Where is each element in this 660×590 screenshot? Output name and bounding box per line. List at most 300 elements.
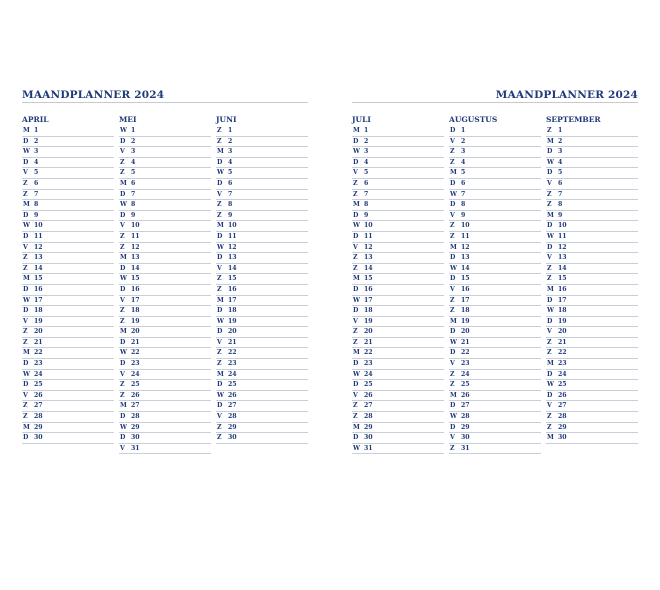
- weekday-letter: Z: [547, 349, 552, 357]
- day-number: 10: [34, 222, 43, 230]
- day-row: [546, 285, 638, 296]
- weekday-letter: D: [353, 285, 359, 293]
- day-number: 16: [558, 285, 567, 293]
- day-row: [119, 221, 211, 232]
- day-number: 24: [131, 370, 140, 378]
- day-row: [22, 137, 114, 148]
- weekday-letter: W: [23, 370, 30, 378]
- weekday-letter: M: [353, 423, 360, 431]
- day-row: [216, 370, 308, 381]
- weekday-letter: M: [23, 275, 30, 283]
- day-number: 6: [461, 179, 466, 187]
- weekday-letter: M: [547, 434, 554, 442]
- day-number: 5: [461, 169, 466, 177]
- day-number: 17: [34, 296, 43, 304]
- day-row: [449, 423, 541, 434]
- day-row: [119, 423, 211, 434]
- day-row: [119, 412, 211, 423]
- weekday-letter: M: [120, 328, 127, 336]
- day-row: [352, 338, 444, 349]
- day-row: [449, 158, 541, 169]
- day-number: 21: [34, 338, 43, 346]
- day-number: 28: [34, 413, 43, 421]
- weekday-letter: Z: [23, 264, 28, 272]
- weekday-letter: Z: [120, 307, 125, 315]
- weekday-letter: D: [547, 169, 553, 177]
- day-number: 19: [364, 317, 373, 325]
- day-row: [22, 264, 114, 275]
- day-number: 22: [364, 349, 373, 357]
- day-row: [22, 380, 114, 391]
- month-column-juni: [216, 113, 308, 444]
- day-row: [22, 253, 114, 264]
- weekday-letter: M: [450, 243, 457, 251]
- day-row: [216, 285, 308, 296]
- weekday-letter: Z: [353, 190, 358, 198]
- weekday-letter: Z: [353, 413, 358, 421]
- day-row: [22, 243, 114, 254]
- day-number: 29: [228, 423, 237, 431]
- day-row: [22, 274, 114, 285]
- weekday-letter: D: [217, 158, 223, 166]
- weekday-letter: M: [23, 423, 30, 431]
- day-number: 30: [461, 434, 470, 442]
- day-list: [119, 126, 211, 454]
- day-number: 10: [228, 222, 237, 230]
- weekday-letter: Z: [23, 413, 28, 421]
- day-row: [216, 274, 308, 285]
- day-row: [216, 327, 308, 338]
- day-number: 14: [364, 264, 373, 272]
- day-number: 2: [558, 137, 563, 145]
- day-row: [449, 327, 541, 338]
- month-column-september: [546, 113, 638, 444]
- day-number: 27: [558, 402, 567, 410]
- weekday-letter: M: [353, 275, 360, 283]
- day-number: 23: [34, 360, 43, 368]
- day-row: [546, 327, 638, 338]
- weekday-letter: W: [547, 158, 554, 166]
- day-number: 17: [131, 296, 140, 304]
- weekday-letter: D: [120, 360, 126, 368]
- day-number: 30: [228, 434, 237, 442]
- weekday-letter: D: [353, 434, 359, 442]
- day-row: [119, 232, 211, 243]
- weekday-letter: D: [23, 434, 29, 442]
- day-number: 30: [34, 434, 43, 442]
- weekday-letter: W: [120, 201, 127, 209]
- day-row: [216, 190, 308, 201]
- day-row: [22, 359, 114, 370]
- day-number: 9: [461, 211, 466, 219]
- day-row: [216, 433, 308, 444]
- day-row: [449, 370, 541, 381]
- weekday-letter: W: [217, 391, 224, 399]
- weekday-letter: W: [450, 264, 457, 272]
- day-number: 5: [364, 169, 369, 177]
- weekday-letter: M: [23, 127, 30, 134]
- day-number: 3: [228, 148, 233, 156]
- weekday-letter: W: [23, 296, 30, 304]
- day-row: [216, 317, 308, 328]
- day-number: 8: [131, 201, 136, 209]
- weekday-letter: D: [353, 137, 359, 145]
- weekday-letter: D: [120, 264, 126, 272]
- page-title: MAANDPLANNER 2024: [22, 89, 165, 101]
- day-number: 27: [461, 402, 470, 410]
- day-row: [22, 401, 114, 412]
- weekday-letter: M: [450, 391, 457, 399]
- day-row: [449, 317, 541, 328]
- day-row: [546, 243, 638, 254]
- day-row: [449, 147, 541, 158]
- day-number: 2: [228, 137, 233, 145]
- day-number: 21: [364, 338, 373, 346]
- day-number: 18: [228, 307, 237, 315]
- day-row: [352, 423, 444, 434]
- day-row: [119, 264, 211, 275]
- day-row: [119, 391, 211, 402]
- day-row: [546, 200, 638, 211]
- day-number: 17: [228, 296, 237, 304]
- day-row: [216, 211, 308, 222]
- weekday-letter: Z: [23, 328, 28, 336]
- day-row: [216, 232, 308, 243]
- day-number: 22: [228, 349, 237, 357]
- day-number: 31: [461, 444, 470, 452]
- weekday-letter: M: [120, 179, 127, 187]
- weekday-letter: Z: [450, 296, 455, 304]
- day-number: 30: [364, 434, 373, 442]
- day-number: 28: [364, 413, 373, 421]
- day-row: [22, 221, 114, 232]
- weekday-letter: Z: [353, 179, 358, 187]
- day-number: 11: [131, 232, 140, 240]
- day-row: [449, 190, 541, 201]
- weekday-letter: V: [23, 169, 28, 177]
- day-number: 8: [34, 201, 39, 209]
- day-number: 5: [228, 169, 233, 177]
- day-list: [449, 126, 541, 454]
- day-number: 21: [558, 338, 567, 346]
- day-number: 1: [131, 127, 136, 134]
- day-number: 12: [558, 243, 567, 251]
- day-number: 24: [364, 370, 373, 378]
- month-name: SEPTEMBER: [546, 115, 601, 124]
- day-number: 29: [461, 423, 470, 431]
- day-row: [546, 370, 638, 381]
- day-number: 11: [558, 232, 567, 240]
- weekday-letter: D: [450, 328, 456, 336]
- weekday-letter: V: [23, 317, 28, 325]
- day-number: 20: [131, 328, 140, 336]
- day-number: 31: [364, 444, 373, 452]
- weekday-letter: D: [450, 402, 456, 410]
- day-number: 2: [364, 137, 369, 145]
- weekday-letter: M: [450, 317, 457, 325]
- day-row: [216, 423, 308, 434]
- day-number: 24: [461, 370, 470, 378]
- weekday-letter: D: [450, 179, 456, 187]
- weekday-letter: W: [353, 222, 360, 230]
- day-row: [546, 211, 638, 222]
- day-number: 28: [228, 413, 237, 421]
- day-row: [546, 433, 638, 444]
- day-row: [119, 158, 211, 169]
- day-row: [546, 158, 638, 169]
- day-row: [352, 359, 444, 370]
- day-number: 23: [131, 360, 140, 368]
- day-row: [352, 327, 444, 338]
- day-number: 18: [364, 307, 373, 315]
- day-row: [216, 391, 308, 402]
- day-row: [546, 359, 638, 370]
- day-row: [352, 317, 444, 328]
- day-number: 19: [461, 317, 470, 325]
- day-row: [119, 444, 211, 455]
- weekday-letter: Z: [120, 381, 125, 389]
- day-row: [449, 391, 541, 402]
- day-number: 25: [131, 381, 140, 389]
- day-number: 6: [131, 179, 136, 187]
- day-number: 16: [364, 285, 373, 293]
- weekday-letter: W: [217, 317, 224, 325]
- weekday-letter: V: [120, 370, 125, 378]
- day-number: 26: [228, 391, 237, 399]
- weekday-letter: D: [23, 137, 29, 145]
- day-row: [449, 444, 541, 455]
- weekday-letter: Z: [217, 434, 222, 442]
- weekday-letter: Z: [23, 179, 28, 187]
- day-row: [546, 380, 638, 391]
- day-number: 6: [34, 179, 39, 187]
- day-row: [216, 348, 308, 359]
- day-number: 30: [558, 434, 567, 442]
- weekday-letter: D: [450, 201, 456, 209]
- day-number: 26: [34, 391, 43, 399]
- weekday-letter: W: [353, 370, 360, 378]
- day-row: [22, 168, 114, 179]
- day-row: [352, 232, 444, 243]
- weekday-letter: W: [353, 296, 360, 304]
- weekday-letter: D: [353, 360, 359, 368]
- day-row: [216, 126, 308, 137]
- weekday-letter: M: [217, 222, 224, 230]
- day-row: [352, 412, 444, 423]
- day-row: [119, 327, 211, 338]
- weekday-letter: W: [120, 423, 127, 431]
- day-row: [352, 401, 444, 412]
- day-number: 19: [131, 317, 140, 325]
- day-number: 21: [131, 338, 140, 346]
- day-row: [352, 221, 444, 232]
- day-row: [119, 253, 211, 264]
- day-number: 11: [461, 232, 470, 240]
- day-number: 14: [461, 264, 470, 272]
- day-row: [352, 296, 444, 307]
- day-number: 18: [131, 307, 140, 315]
- day-number: 4: [364, 158, 369, 166]
- day-number: 16: [228, 285, 237, 293]
- weekday-letter: W: [450, 338, 457, 346]
- day-number: 9: [558, 211, 563, 219]
- weekday-letter: Z: [547, 413, 552, 421]
- day-row: [546, 306, 638, 317]
- day-number: 3: [461, 148, 466, 156]
- day-number: 12: [131, 243, 140, 251]
- day-number: 8: [461, 201, 466, 209]
- day-row: [352, 158, 444, 169]
- day-number: 12: [461, 243, 470, 251]
- day-row: [216, 338, 308, 349]
- day-number: 15: [364, 275, 373, 283]
- weekday-letter: Z: [547, 338, 552, 346]
- weekday-letter: Z: [353, 402, 358, 410]
- day-number: 22: [461, 349, 470, 357]
- day-number: 7: [228, 190, 233, 198]
- day-row: [119, 168, 211, 179]
- weekday-letter: Z: [547, 201, 552, 209]
- day-number: 5: [131, 169, 136, 177]
- weekday-letter: M: [217, 148, 224, 156]
- day-number: 17: [364, 296, 373, 304]
- weekday-letter: D: [217, 232, 223, 240]
- day-row: [546, 147, 638, 158]
- day-number: 1: [34, 127, 39, 134]
- day-number: 29: [34, 423, 43, 431]
- day-row: [546, 264, 638, 275]
- weekday-letter: D: [217, 307, 223, 315]
- day-number: 1: [558, 127, 563, 134]
- weekday-letter: W: [353, 444, 360, 452]
- weekday-letter: D: [23, 158, 29, 166]
- day-row: [352, 200, 444, 211]
- weekday-letter: M: [547, 211, 554, 219]
- day-number: 25: [364, 381, 373, 389]
- day-row: [119, 147, 211, 158]
- weekday-letter: W: [217, 243, 224, 251]
- day-row: [22, 306, 114, 317]
- day-row: [352, 137, 444, 148]
- weekday-letter: W: [120, 349, 127, 357]
- day-row: [449, 348, 541, 359]
- weekday-letter: Z: [217, 275, 222, 283]
- day-row: [352, 370, 444, 381]
- weekday-letter: V: [120, 444, 125, 452]
- weekday-letter: Z: [217, 285, 222, 293]
- day-number: 1: [228, 127, 233, 134]
- day-number: 13: [228, 254, 237, 262]
- weekday-letter: Z: [217, 127, 222, 134]
- day-row: [119, 380, 211, 391]
- weekday-letter: M: [547, 360, 554, 368]
- weekday-letter: V: [217, 413, 222, 421]
- day-number: 7: [131, 190, 136, 198]
- day-number: 11: [34, 232, 43, 240]
- day-number: 7: [34, 190, 39, 198]
- weekday-letter: Z: [120, 391, 125, 399]
- weekday-letter: W: [23, 148, 30, 156]
- day-row: [352, 168, 444, 179]
- day-row: [22, 285, 114, 296]
- day-number: 29: [131, 423, 140, 431]
- day-number: 30: [131, 434, 140, 442]
- weekday-letter: V: [353, 391, 358, 399]
- day-number: 20: [364, 328, 373, 336]
- weekday-letter: D: [23, 232, 29, 240]
- day-row: [119, 200, 211, 211]
- weekday-letter: V: [450, 360, 455, 368]
- weekday-letter: D: [120, 434, 126, 442]
- day-number: 25: [558, 381, 567, 389]
- day-number: 28: [558, 413, 567, 421]
- weekday-letter: D: [450, 275, 456, 283]
- day-row: [352, 243, 444, 254]
- day-number: 8: [558, 201, 563, 209]
- weekday-letter: D: [217, 328, 223, 336]
- weekday-letter: D: [23, 381, 29, 389]
- day-number: 15: [558, 275, 567, 283]
- weekday-letter: W: [450, 190, 457, 198]
- day-number: 15: [461, 275, 470, 283]
- day-row: [546, 391, 638, 402]
- day-row: [546, 412, 638, 423]
- day-number: 20: [461, 328, 470, 336]
- day-row: [216, 147, 308, 158]
- weekday-letter: V: [23, 243, 28, 251]
- weekday-letter: V: [547, 328, 552, 336]
- weekday-letter: Z: [450, 381, 455, 389]
- day-row: [449, 338, 541, 349]
- weekday-letter: Z: [450, 232, 455, 240]
- day-list: [216, 126, 308, 444]
- weekday-letter: M: [547, 285, 554, 293]
- month-name: JULI: [352, 115, 371, 124]
- day-row: [546, 137, 638, 148]
- weekday-letter: D: [450, 254, 456, 262]
- day-row: [216, 359, 308, 370]
- day-number: 20: [558, 328, 567, 336]
- weekday-letter: Z: [23, 338, 28, 346]
- weekday-letter: D: [450, 349, 456, 357]
- day-row: [546, 168, 638, 179]
- day-row: [119, 359, 211, 370]
- day-row: [546, 253, 638, 264]
- day-number: 3: [131, 148, 136, 156]
- weekday-letter: Z: [120, 243, 125, 251]
- weekday-letter: Z: [217, 137, 222, 145]
- day-number: 5: [558, 169, 563, 177]
- day-row: [216, 243, 308, 254]
- day-number: 23: [228, 360, 237, 368]
- day-row: [216, 253, 308, 264]
- month-name: AUGUSTUS: [449, 115, 498, 124]
- day-row: [119, 296, 211, 307]
- weekday-letter: Z: [120, 317, 125, 325]
- day-row: [216, 158, 308, 169]
- day-row: [22, 158, 114, 169]
- weekday-letter: Z: [450, 444, 455, 452]
- weekday-letter: W: [23, 222, 30, 230]
- weekday-letter: D: [547, 148, 553, 156]
- day-row: [449, 211, 541, 222]
- day-number: 14: [558, 264, 567, 272]
- weekday-letter: M: [353, 201, 360, 209]
- day-number: 27: [34, 402, 43, 410]
- page-title: MAANDPLANNER 2024: [495, 89, 638, 101]
- weekday-letter: D: [23, 307, 29, 315]
- day-number: 16: [34, 285, 43, 293]
